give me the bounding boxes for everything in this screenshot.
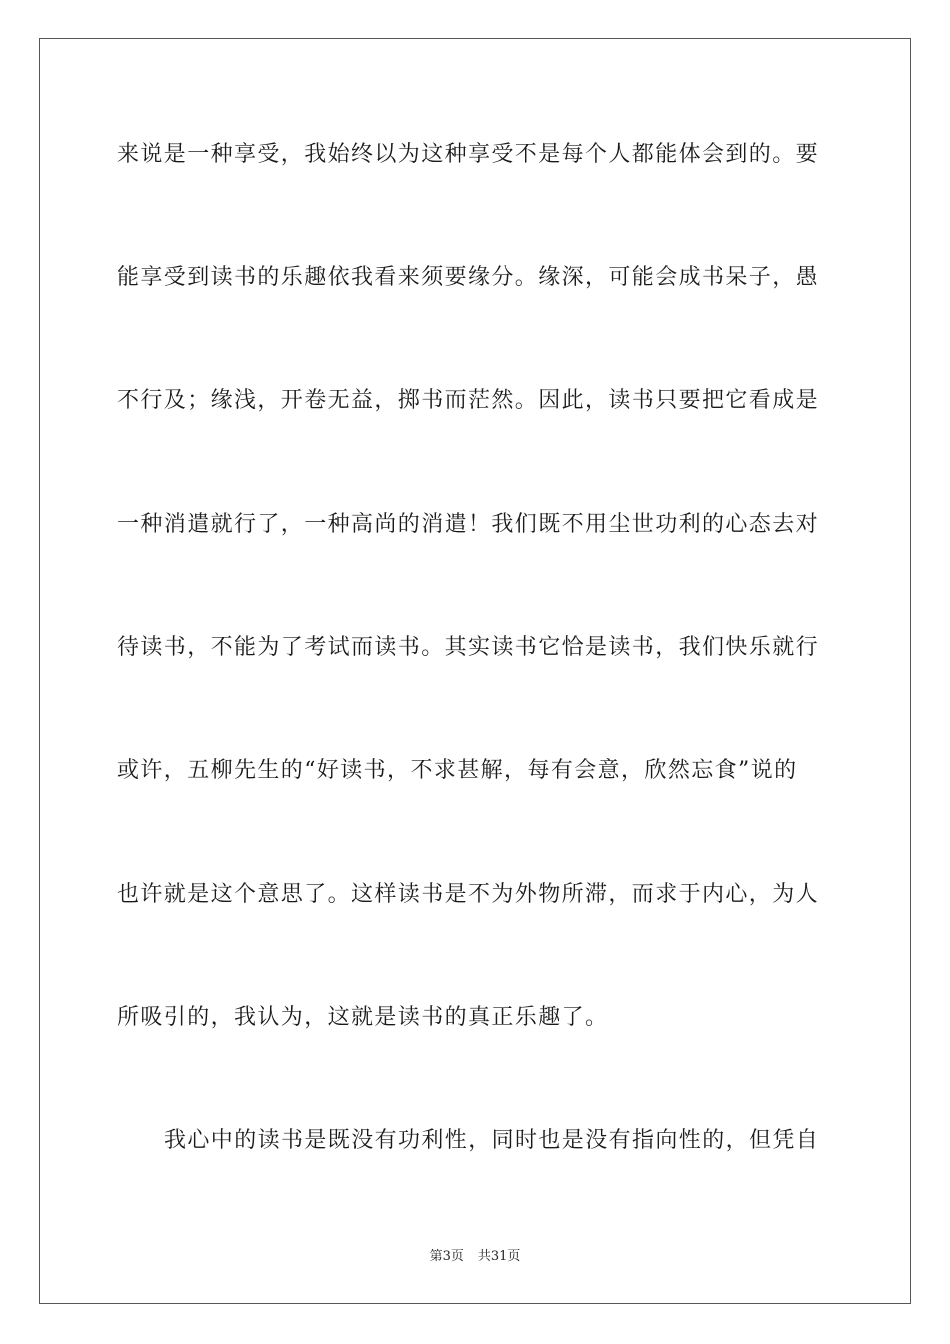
text-line: 一种消遣就行了，一种高尚的消遣！我们既不用尘世功利的心态去对 bbox=[117, 512, 820, 537]
text-line: 待读书，不能为了考试而读书。其实读书它恰是读书，我们快乐就行 bbox=[117, 635, 820, 660]
page-footer bbox=[0, 1248, 950, 1266]
page-total: 共31页 bbox=[477, 1249, 521, 1264]
text-line: 也许就是这个意思了。这样读书是不为外物所滞，而求于内心，为人 bbox=[117, 882, 820, 907]
text-line: 或许，五柳先生的“好读书，不求甚解，每有会意，欣然忘食”说的 bbox=[117, 758, 798, 783]
paragraph-first-line: 我心中的读书是既没有功利性，同时也是没有指向性的，但凭自 bbox=[164, 1128, 820, 1153]
text-line: 能享受到读书的乐趣依我看来须要缘分。缘深，可能会成书呆子，愚 bbox=[117, 265, 820, 290]
page-number: 第3页 bbox=[429, 1249, 464, 1264]
text-line: 所吸引的，我认为，这就是读书的真正乐趣了。 bbox=[117, 1005, 609, 1030]
text-line: 来说是一种享受，我始终以为这种享受不是每个人都能体会到的。要 bbox=[117, 142, 820, 167]
text-line: 不行及；缘浅，开卷无益，掷书而茫然。因此，读书只要把它看成是 bbox=[117, 388, 820, 413]
page-border bbox=[39, 38, 911, 1304]
